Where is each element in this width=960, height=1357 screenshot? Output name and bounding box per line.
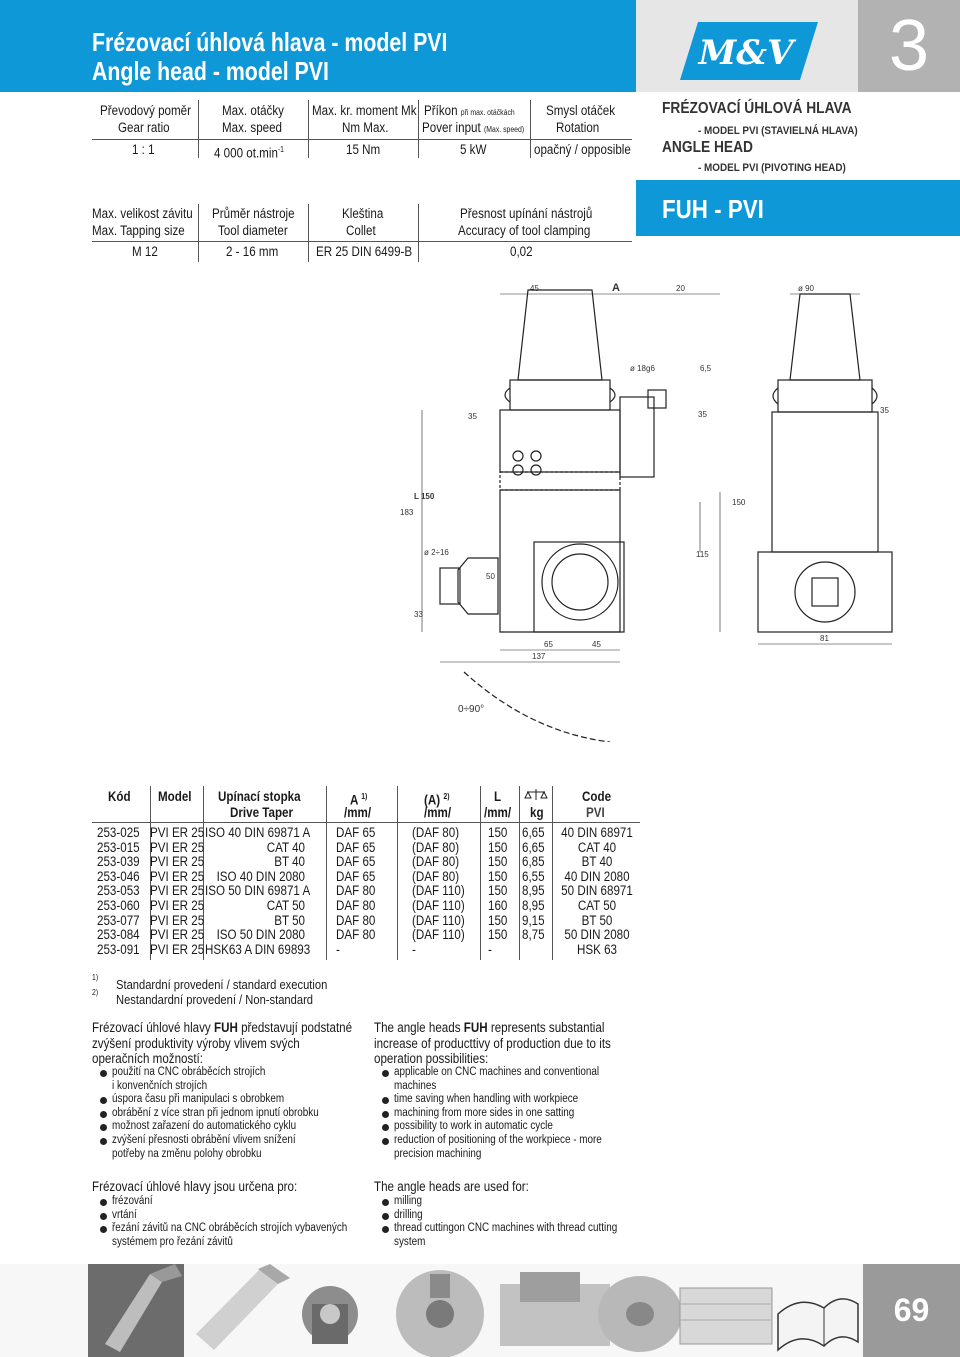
table-cell: DAF 80	[336, 912, 376, 928]
table-cell: BT 50	[274, 912, 305, 928]
col-a2-unit: /mm/	[424, 805, 452, 820]
list-item: vrtání	[112, 1208, 137, 1221]
table-cell: (DAF 80)	[412, 839, 460, 855]
table-cell: PVI ER 25	[150, 825, 205, 840]
list-item: time saving when handling with workpiece	[394, 1093, 579, 1106]
table-cell: BT 50	[581, 912, 613, 928]
list-item: řezání závitů na CNC obráběcích strojích vybavených	[112, 1222, 348, 1235]
table-cell: CAT 40	[266, 839, 305, 855]
table-cell: DAF 80	[336, 883, 376, 899]
table-cell: ISO 50 DIN 2080	[216, 927, 305, 943]
magnetic-plate-image	[680, 1288, 772, 1344]
table-cell: CAT 50	[266, 898, 305, 913]
bullet-icon	[382, 1124, 389, 1131]
list-item: obrábění z více stran při jednom ipnutí obrobku	[112, 1106, 319, 1119]
col-model: Model	[158, 789, 192, 804]
list-item: precision machining	[394, 1147, 482, 1160]
table-cell: 8,95	[522, 883, 545, 899]
table-cell: CAT 50	[577, 898, 617, 913]
list-item: system	[394, 1235, 426, 1248]
dim-label: 35	[698, 410, 707, 419]
val-rotation: opačný / opposible	[534, 142, 631, 157]
list-item: machines	[394, 1079, 437, 1092]
col-l: L	[494, 789, 502, 804]
hdr-gear-en: Gear ratio	[118, 120, 170, 135]
table-cell: PVI ER 25	[150, 927, 205, 943]
table-cell: 50 DIN 2080	[564, 927, 630, 943]
list-item: applicable on CNC machines and conventional	[394, 1066, 600, 1078]
hdr-mk-en: Nm Max.	[342, 120, 389, 135]
table-cell: ISO 40 DIN 69871 A	[205, 825, 311, 840]
table-cell: HSK 63	[576, 941, 618, 957]
hdr-tool-cz: Průměr nástroje	[212, 206, 295, 221]
table-cell: 150	[488, 927, 508, 943]
footnote-mark: 1)	[92, 973, 99, 982]
intro-english: The angle heads FUH represents substantial increase of producttivy of production due to its operation possibilities:	[374, 1020, 611, 1066]
dim-label: 65	[544, 640, 553, 649]
dim-label: 150	[732, 498, 746, 507]
list-item: systémem pro řezání závitů	[112, 1235, 233, 1248]
list-item: frézování	[112, 1195, 153, 1207]
footnote-text: Standardní provedení / standard execution	[116, 977, 328, 992]
list-item: milling	[394, 1195, 423, 1207]
hdr-mk-cz: Max. kr. moment Mk	[312, 103, 417, 118]
table-cell: -	[336, 941, 340, 957]
table-cell: DAF 65	[336, 839, 376, 855]
table-cell: DAF 65	[336, 868, 376, 884]
bullet-icon	[382, 1111, 389, 1118]
uses-title-czech: Frézovací úhlové hlavy jsou určena pro:	[92, 1179, 298, 1194]
list-item: použití na CNC obráběcích strojích	[112, 1066, 266, 1078]
table-cell: 253-077	[97, 912, 140, 928]
mv-logo	[680, 22, 818, 80]
dim-label: ø 2÷16	[424, 548, 449, 557]
dim-label: 35	[468, 412, 477, 421]
val-thread: M 12	[132, 244, 158, 259]
hdr-collet-en: Collet	[346, 223, 376, 238]
dim-label: 20	[676, 284, 685, 293]
dim-label: 137	[532, 652, 546, 661]
list-item: potřeby na změnu polohy obrobku	[112, 1147, 262, 1160]
table-cell: ISO 40 DIN 2080	[216, 868, 305, 884]
sidebar-sub-en: - MODEL PVI (PIVOTING HEAD)	[698, 162, 846, 174]
val-collet: ER 25 DIN 6499-B	[316, 244, 413, 259]
technical-drawing	[380, 272, 900, 742]
table-cell: 253-015	[97, 839, 140, 855]
val-accuracy: 0,02	[510, 244, 533, 259]
bullet-icon	[100, 1138, 107, 1145]
hdr-speed-cz: Max. otáčky	[222, 103, 284, 118]
list-item: reduction of positioning of the workpiece - more	[394, 1134, 602, 1146]
table-cell: (DAF 110)	[412, 927, 465, 943]
table-cell: -	[412, 941, 416, 957]
table-cell: 150	[488, 868, 508, 884]
table-cell: DAF 80	[336, 927, 376, 943]
table-cell: (DAF 110)	[412, 883, 465, 899]
dim-label: A	[612, 282, 620, 294]
col-a-unit: /mm/	[344, 805, 372, 820]
table-cell: 50 DIN 68971	[561, 883, 633, 899]
dim-label: 183	[400, 508, 414, 517]
table-cell: PVI ER 25	[150, 868, 205, 884]
hdr-thread-cz: Max. velikost závitu	[92, 206, 193, 221]
col-code-sub: PVI	[586, 805, 605, 820]
table-cell: 8,95	[522, 898, 545, 913]
table-cell: 150	[488, 883, 508, 899]
title-czech: Frézovací úhlová hlava - model PVI	[92, 27, 448, 57]
val-mk: 15 Nm	[346, 142, 381, 157]
list-item: possibility to work in automatic cycle	[394, 1120, 553, 1133]
col-code: Code	[582, 789, 612, 804]
list-item: zvýšení přesnosti obrábění vlivem snížení	[112, 1134, 296, 1146]
dim-label: 115	[696, 550, 709, 559]
logo-text: M&V	[698, 33, 794, 73]
table-cell: (DAF 80)	[412, 825, 460, 840]
hdr-tool-en: Tool diameter	[218, 223, 288, 238]
bullet-icon	[382, 1199, 389, 1206]
table-cell: HSK63 A DIN 69893	[205, 941, 311, 957]
table-cell: BT 40	[274, 854, 305, 870]
table-cell: DAF 65	[336, 825, 376, 840]
table-cell: 253-091	[97, 941, 140, 957]
bullet-icon	[382, 1213, 389, 1220]
table-cell: 6,65	[522, 839, 545, 855]
dim-label: 45	[530, 284, 539, 293]
bullet-icon	[100, 1226, 107, 1233]
bullet-icon	[100, 1124, 107, 1131]
sidebar-heading-en: ANGLE HEAD	[662, 139, 753, 156]
footnote-text: Nestandardní provedení / Non-standard	[116, 992, 314, 1007]
table-cell: PVI ER 25	[150, 854, 205, 870]
col-stopka: Upínací stopka	[218, 789, 301, 804]
page-number: 69	[863, 1264, 960, 1357]
table-cell: PVI ER 25	[150, 898, 205, 913]
col-l-unit: /mm/	[484, 805, 512, 820]
table-cell: PVI ER 25	[150, 839, 205, 855]
bullet-icon	[100, 1097, 107, 1104]
dim-label: ø 90	[798, 284, 815, 293]
hdr-accuracy-en: Accuracy of tool clamping	[458, 223, 591, 238]
col-a2: (A) $^{2)}$	[424, 792, 450, 808]
footnote-mark: 2)	[92, 988, 99, 997]
bullet-icon	[382, 1097, 389, 1104]
table-cell: PVI ER 25	[150, 883, 205, 899]
lathe-chuck-image	[396, 1270, 484, 1357]
rotary-table-image	[598, 1276, 682, 1352]
hdr-speed-en: Max. speed	[222, 120, 283, 135]
table-cell: 150	[488, 839, 508, 855]
table-cell: 9,15	[522, 912, 545, 928]
table-cell: 8,75	[522, 927, 545, 943]
table-cell: 253-046	[97, 868, 140, 884]
bullet-icon	[100, 1199, 107, 1206]
table-cell: (DAF 80)	[412, 854, 460, 870]
table-cell: 253-039	[97, 854, 140, 870]
dim-label: 33	[414, 610, 423, 619]
product-code: FUH - PVI	[662, 194, 764, 224]
dim-label: 50	[486, 572, 495, 581]
hdr-power-cz: Příkon při max. otáčkách	[424, 103, 515, 118]
hdr-rotation-cz: Smysl otáček	[546, 103, 616, 118]
table-cell: CAT 40	[577, 839, 617, 855]
page-title	[92, 28, 447, 86]
table-cell: 6,55	[522, 868, 545, 884]
uses-title-english: The angle heads are used for:	[374, 1179, 529, 1194]
bullet-icon	[382, 1070, 389, 1077]
table-cell: (DAF 80)	[412, 868, 460, 884]
intro-czech: Frézovací úhlové hlavy FUH představují podstatné zvýšení produktivity výroby vlivem svých operačních možností:	[92, 1020, 353, 1066]
dim-label: 6,5	[700, 364, 712, 373]
bullet-icon	[100, 1213, 107, 1220]
hdr-collet-cz: Kleština	[342, 206, 384, 221]
table-cell: 6,85	[522, 854, 545, 870]
section-number: 3	[858, 0, 960, 92]
bullet-icon	[100, 1111, 107, 1118]
val-power: 5 kW	[460, 142, 487, 157]
col-kod: Kód	[108, 789, 131, 804]
table-cell: PVI ER 25	[150, 912, 205, 928]
table-cell: 253-084	[97, 927, 140, 943]
dim-label: ø 18g6	[630, 364, 655, 373]
dim-label: 81	[820, 634, 829, 643]
table-cell: (DAF 110)	[412, 898, 465, 913]
title-english: Angle head - model PVI	[92, 56, 329, 86]
table-cell: DAF 65	[336, 854, 376, 870]
list-item: drilling	[394, 1208, 423, 1221]
list-item: thread cuttingon CNC machines with thread cutting	[394, 1222, 618, 1235]
table-cell: 6,65	[522, 825, 545, 840]
table-cell: 253-053	[97, 883, 140, 899]
table-cell: 150	[488, 912, 508, 928]
table-cell: BT 40	[581, 854, 613, 870]
table-cell: 40 DIN 68971	[561, 825, 633, 840]
table-cell: 160	[488, 898, 508, 913]
table-cell: ISO 50 DIN 69871 A	[205, 883, 311, 899]
hdr-power-en: Pover input (Max. speed)	[422, 120, 525, 135]
val-gear: 1 : 1	[132, 142, 155, 157]
col-stopka-en: Drive Taper	[230, 805, 294, 820]
dim-label: 0÷90°	[458, 704, 485, 715]
list-item: i konvenčních strojích	[112, 1079, 208, 1092]
hdr-rotation-en: Rotation	[556, 120, 600, 135]
hdr-thread-en: Max. Tapping size	[92, 223, 185, 238]
list-item: machining from more sides in one satting	[394, 1106, 575, 1119]
dim-label: 45	[592, 640, 601, 649]
dim-label: 35	[880, 406, 889, 415]
bullet-icon	[382, 1138, 389, 1145]
bullet-icon	[382, 1226, 389, 1233]
bullet-icon	[100, 1070, 107, 1077]
table-cell: 40 DIN 2080	[564, 868, 630, 884]
val-speed: 4 000 $ot.\min^{-1}$	[214, 145, 285, 161]
hdr-accuracy-cz: Přesnost upínání nástrojů	[460, 206, 593, 221]
table-cell: 150	[488, 854, 508, 870]
table-cell: -	[488, 941, 492, 957]
table-cell: 253-025	[97, 825, 140, 840]
col-a: A $^{1)}$	[350, 792, 368, 808]
list-item: možnost zařazení do automatického cyklu	[112, 1120, 297, 1133]
product-photo-strip	[0, 1264, 960, 1357]
table-cell: DAF 80	[336, 898, 376, 913]
sidebar-heading-cz: FRÉZOVACÍ ÚHLOVÁ HLAVA	[662, 100, 852, 117]
col-kg: kg	[530, 805, 544, 820]
table-cell: 253-060	[97, 898, 140, 913]
sidebar-sub-cz: - MODEL PVI (STAVIELNÁ HLAVA)	[698, 125, 858, 137]
table-cell: (DAF 110)	[412, 912, 465, 928]
table-cell: PVI ER 25	[150, 941, 205, 957]
hdr-gear-cz: Převodový poměr	[100, 103, 191, 118]
dim-label: L 150	[414, 492, 435, 501]
table-cell: 150	[488, 825, 508, 840]
list-item: úspora času při manipulaci s obrobkem	[112, 1093, 285, 1106]
val-tool: 2 - 16 mm	[226, 244, 279, 259]
